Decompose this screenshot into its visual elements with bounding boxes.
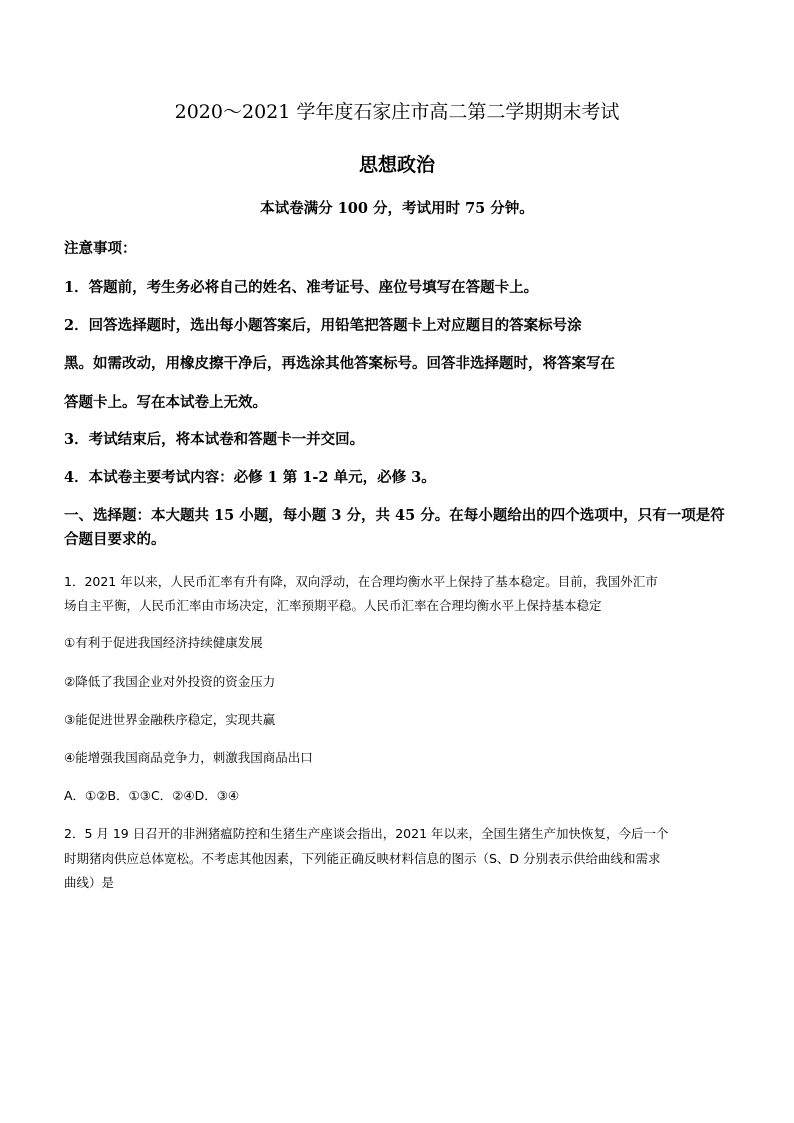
notice-item-2: 2．回答选择题时，选出每小题答案后，用铅笔把答题卡上对应题目的答案标号涂 xyxy=(64,317,582,334)
question-1-choices: A．①②B．①③C．②④D．③④ xyxy=(64,788,240,803)
notice-item-3: 3．考试结束后，将本试卷和答题卡一并交回。 xyxy=(64,431,365,448)
question-1-option-3: ③能促进世界金融秩序稳定，实现共赢 xyxy=(64,712,276,727)
question-1-line-2: 场自主平衡，人民币汇率由市场决定，汇率预期平稳。人民币汇率在合理均衡水平上保持基本稳定 xyxy=(64,598,602,613)
notice-heading: 注意事项： xyxy=(64,240,137,257)
notice-item-1: 1．答题前，考生务必将自己的姓名、准考证号、座位号填写在答题卡上。 xyxy=(64,279,539,296)
question-2-line-1: 2．5 月 19 日召开的非洲猪瘟防控和生猪生产座谈会指出，2021 年以来，全国生猪生产加快恢复，今后一个 xyxy=(64,826,669,841)
question-1-option-4: ④能增强我国商品竞争力，刺激我国商品出口 xyxy=(64,750,313,765)
question-2-line-3: 曲线）是 xyxy=(64,875,115,890)
subject-title: 思想政治 xyxy=(358,154,435,176)
question-1-option-1: ①有利于促进我国经济持续健康发展 xyxy=(64,635,263,650)
exam-title: 2020～2021 学年度石家庄市高二第二学期期末考试 xyxy=(174,101,620,123)
question-1-line-1: 1．2021 年以来，人民币汇率有升有降，双向浮动，在合理均衡水平上保持了基本稳定。目前，我国外汇市 xyxy=(64,574,658,589)
question-2-line-2: 时期猪肉供应总体宽松。不考虑其他因素，下列能正确反映材料信息的图示（S、D 分别表示供给曲线和需求 xyxy=(64,851,661,866)
exam-score-note: 本试卷满分 100 分，考试用时 75 分钟。 xyxy=(260,200,534,217)
section-heading: 一、选择题：本大题共 15 小题，每小题 3 分，共 45 分。在每小题给出的四个选项中，只有一项是符合题目要求的。 xyxy=(64,507,725,548)
question-1-option-2: ②降低了我国企业对外投资的资金压力 xyxy=(64,674,276,689)
notice-item-4: 4．本试卷主要考试内容：必修 1 第 1-2 单元，必修 3。 xyxy=(64,469,436,486)
notice-item-2-end: 答题卡上。写在本试卷上无效。 xyxy=(64,394,267,411)
notice-item-2-continued: 黑。如需改动，用橡皮擦干净后，再选涂其他答案标号。回答非选择题时，将答案写在 xyxy=(64,355,615,372)
